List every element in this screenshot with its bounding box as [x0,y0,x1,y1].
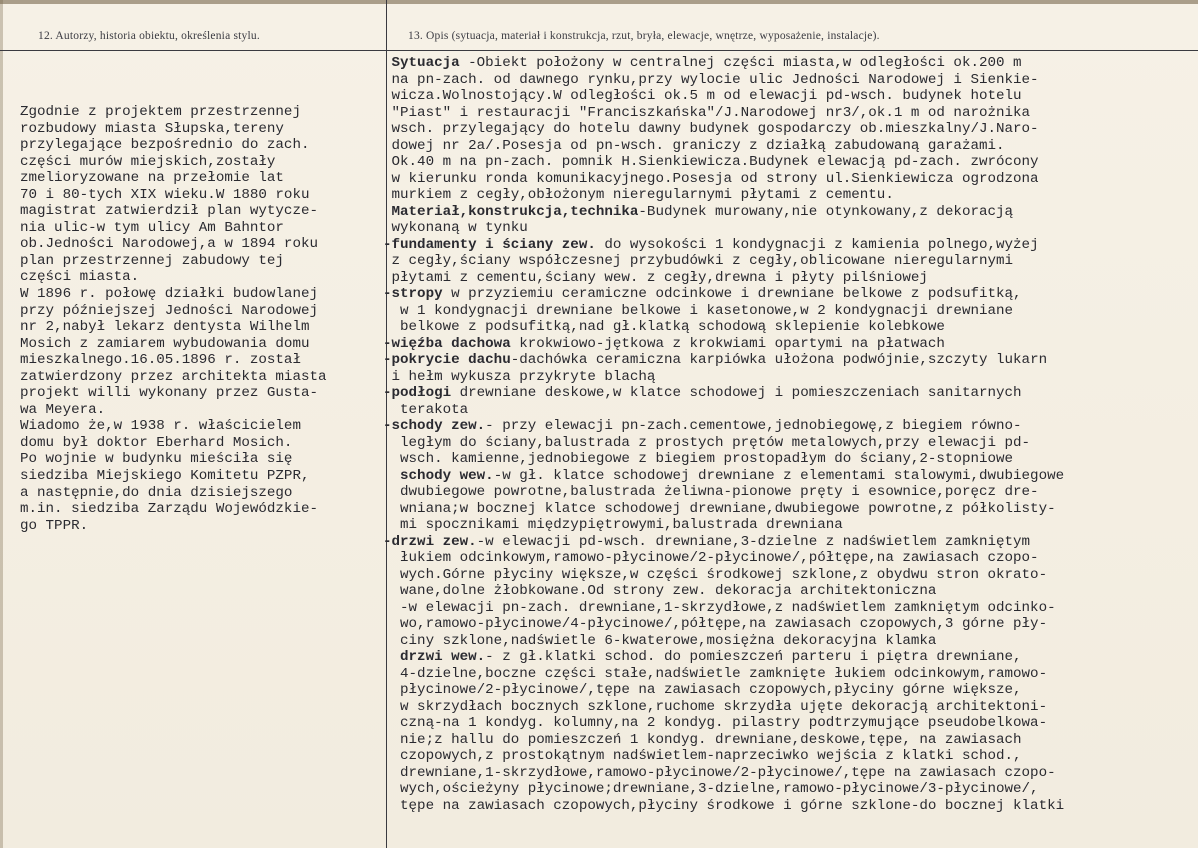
section-13-heading: 13. Opis (sytuacja, materiał i konstrukcja, rzut, bryła, elewacje, wnętrze, wyposażenie, instalacje). [408,30,880,42]
description-text-line [383,534,1198,551]
history-text-line: części miasta. [20,269,140,286]
description-text: wicza.Wolnostojący.W odległości ok.5 m od elewacji pd-wsch. budynek hotelu [383,88,1022,104]
section-lead-term: Materiał,konstrukcja,technika [383,203,639,220]
description-text-line [383,451,1198,468]
description-text-line [383,402,1198,419]
description-text: -Budynek murowany,nie otynkowany,z dekoracją [638,203,1014,220]
description-text-line [383,699,1198,716]
history-text-line: części murów miejskich,zostały [20,153,276,170]
description-text: tępe na zawiasach czopowych,płyciny środkowe i górne szklone-do bocznej klatki [383,797,1065,814]
description-text-line [383,418,1198,435]
description-text-line [383,649,1198,666]
description-text: belkowe z podsufitką,nad gł.klatką schodową sklepienie kolebkowe [383,319,945,335]
description-text: murkiem z cegły,obłożonym nieregularnymi płytami z cementu. [383,187,894,203]
description-text: Ok.40 m na pn-zach. pomnik H.Sienkiewicza.Budynek elewacją pd-zach. zwrócony [383,154,1039,170]
description-text-line [383,253,1198,270]
description-text: -w gł. klatce schodowej drewniane z elementami stalowymi,dwubiegowe [493,467,1065,484]
description-text-line [383,171,1198,188]
history-text-line: siedziba Miejskiego Komitetu PZPR, [20,468,310,485]
description-text-line [383,484,1198,501]
section-lead-term: -schody zew. [383,418,486,434]
description-text-line [383,798,1198,815]
description-text: wane,dolne żłobkowane.Od strony zew. dekoracja architektoniczna [383,583,937,599]
history-text-line: przylegające bezpośrednio do zach. [20,137,310,154]
description-text-line [383,468,1198,485]
description-text: w kierunku ronda komunikacyjnego.Posesja od strony ul.Sienkiewicza ogrodzona [383,170,1039,187]
description-text: czną-na 1 kondyg. kolumny,na 2 kondyg. pilastry podtrzymujące pseudobelkowa- [383,715,1048,731]
description-text-line [383,55,1198,72]
description-text-line [383,732,1198,749]
description-text-line [383,583,1198,600]
description-text: w przyziemiu ceramiczne odcinkowe i drewniane belkowe z podsufitką, [442,286,1022,302]
history-text-line: projekt willi wykonany przez Gusta- [20,385,318,402]
description-text-line [383,72,1198,89]
description-text: nie;z hallu do pomieszczeń 1 kondyg. drewniane,deskowe,tępe, na zawiasach [383,731,1022,748]
description-text: mi spocznikami międzypiętrowymi,balustrada drewniana [383,517,843,533]
description-text-line [383,121,1198,138]
description-text: wych.Górne płyciny większe,w części środkowej szklone,z obydwu stron okrato- [383,566,1048,583]
description-text-line [383,666,1198,683]
description-text: wniana;w bocznej klatce schodowej drewniane,dwubiegowe powrotne,z półkolisty- [383,500,1056,517]
description-text: z cegły,ściany współczesnej przybudówki z cegły,oblicowane nieregularnymi [383,253,1014,269]
description-text-line [383,303,1198,320]
section-lead-term: -fundamenty i ściany zew. [383,236,596,253]
description-text-line [383,385,1198,402]
history-text-line: magistrat zatwierdził plan wytycze- [20,203,318,220]
history-text-line: Po wojnie w budynku mieściła się [20,451,293,468]
history-text-column [20,104,382,534]
history-text-line: plan przestrzennej zabudowy tej [20,252,284,269]
description-text: terakota [383,401,469,418]
section-lead-term: -drzwi zew. [383,533,477,550]
description-text: wych,ościeżyny płycinowe;drewniane,3-dzielne,ramowo-płycinowe/3-płycinowe/, [383,781,1039,797]
description-text: do wysokości 1 kondygnacji z kamienia polnego,wyżej [595,236,1039,253]
description-text-line [383,600,1198,617]
description-text-line [383,336,1198,353]
description-text-line [383,682,1198,699]
description-text-line [383,748,1198,765]
description-text: - z gł.klatki schod. do pomieszczeń parteru i piętra drewniane, [485,649,1022,665]
description-text: drewniane deskowe,w klatce schodowej i pomieszczeniach sanitarnych [451,385,1022,401]
history-text-line: W 1896 r. połowę działki budowlanej [20,286,318,303]
description-text-line [383,616,1198,633]
description-text: dwubiegowe powrotne,balustrada żeliwna-pionowe pręty i esownice,poręcz dre- [383,484,1039,500]
description-text-line [383,286,1198,303]
history-text-line: go TPPR. [20,517,89,534]
description-text-line [383,352,1198,369]
history-text-line: mieszkalnego.16.05.1896 r. został [20,352,301,369]
description-text: wsch. kamienne,jednobiegowe z biegiem prostopadłym do ściany,2-stopniowe [383,451,1014,467]
history-text-line: Mosich z zamiarem wybudowania domu [20,335,310,352]
description-text: i hełm wykusza przykryte blachą [383,368,656,385]
description-text: płytami z cementu,ściany wew. z cegły,drewna i płyty pilśniowej [383,269,928,286]
history-text-line: ob.Jedności Narodowej,a w 1894 roku [20,236,318,253]
description-text: - przy elewacji pn-zach.cementowe,jednobiegowę,z biegiem równo- [485,418,1022,434]
description-text-line [383,105,1198,122]
description-text: wsch. przylegający do hotelu dawny budynek gospodarczy ob.mieszkalny/J.Naro- [383,121,1039,137]
description-text-line [383,220,1198,237]
history-text-line: Wiadomo że,w 1938 r. właścicielem [20,418,301,435]
description-text: ległym do ściany,balustrada z prostych prętów metalowych,przy elewacji pd- [383,434,1031,451]
description-text: -dachówka ceramiczna karpiówka ułożona podwójnie,szczyty lukarn [510,352,1048,368]
section-lead-term: drzwi wew. [383,649,486,665]
description-text: -Obiekt położony w centralnej części miasta,w odległości ok.200 m [468,55,1022,71]
history-text-line: Zgodnie z projektem przestrzennej [20,104,301,120]
history-text-line: wa Meyera. [20,401,106,418]
description-text: dowej nr 2a/.Posesja od pn-wsch. graniczy z działką zabudowaną garażami. [383,137,1005,154]
description-text: płycinowe/2-płycinowe/,tępe na zawiasach czopowych,płyciny górne większe, [383,682,1022,698]
description-text-line [383,435,1198,452]
description-text: -w elewacji pd-wsch. drewniane,3-dzielne z nadświetlem zamkniętym [476,533,1031,550]
description-text-line [383,781,1198,798]
description-text-line [383,633,1198,650]
section-lead-term: schody wew. [383,467,494,484]
description-text-column [383,55,1198,814]
description-text-line [383,517,1198,534]
description-text-line [383,715,1198,732]
history-text-line: 70 i 80-tych XIX wieku.W 1880 roku [20,186,310,203]
section-lead-term: -podłogi [383,385,452,401]
description-text: 4-dzielne,boczne części stałe,nadświetle zamknięte łukiem odcinkowym,ramowo- [383,665,1048,682]
history-text-line: nr 2,nabył lekarz dentysta Wilhelm [20,319,310,336]
description-text: drewniane,1-skrzydłowe,ramowo-płycinowe/2-płycinowe/,tępe na zawiasach czopo- [383,764,1056,781]
description-text: w 1 kondygnacji drewniane belkowe i kasetonowe,w 2 kondygnacji drewniane [383,302,1014,319]
history-text-line: zatwierdzony przez architekta miasta [20,368,327,385]
section-lead-term: -pokrycie dachu [383,352,511,368]
description-text: -w elewacji pn-zach. drewniane,1-skrzydłowe,z nadświetlem zamkniętym odcinko- [383,599,1056,616]
description-text-line [383,550,1198,567]
section-lead-term: -stropy [383,286,443,302]
description-text-line [383,369,1198,386]
description-text-line [383,501,1198,518]
history-text-line: przy późniejszej Jedności Narodowej [20,302,318,319]
history-text-line: a następnie,do dnia dzisiejszego [20,484,293,501]
description-text: krokwiowo-jętkowa z krokwiami opartymi na płatwach [510,335,945,352]
description-text: ciny szklone,nadświetle 6-kwaterowe,mosiężna dekoracyjna klamka [383,632,937,649]
description-text: wykonaną w tynku [383,220,528,236]
paper-left-edge [0,0,3,848]
description-text-line [383,270,1198,287]
description-text: wo,ramowo-płycinowe/4-płycinowe/,półtępe,na zawiasach czopowych,3 górne pły- [383,616,1048,632]
history-text-line: zmelioryzowane na przełomie lat [20,170,284,187]
header-rule [0,50,1198,51]
description-text-line [383,765,1198,782]
history-text-line: nia ulic-w tym ulicy Am Bahntor [20,219,284,236]
description-text-line [383,138,1198,155]
description-text-line [383,88,1198,105]
history-text-line: rozbudowy miasta Słupska,tereny [20,120,284,137]
description-text-line [383,154,1198,171]
section-lead-term: -więźba dachowa [383,335,511,352]
description-text: na pn-zach. od dawnego rynku,przy wylocie ulic Jedności Narodowej i Sienkie- [383,71,1039,88]
description-text-line [383,567,1198,584]
description-text-line [383,204,1198,221]
description-text-line [383,187,1198,204]
description-text: łukiem odcinkowym,ramowo-płycinowe/2-płycinowe/,półtępe,na zawiasach czopo- [383,550,1039,566]
description-text: w skrzydłach bocznych szklone,ruchome skrzydła ujęte dekoracją architektoni- [383,698,1048,715]
description-text: czopowych,z prostokątnym nadświetlem-naprzeciwko wejścia z klatki schod., [383,748,1022,764]
paper-top-edge [0,0,1198,4]
description-text: "Piast" i restauracji "Franciszkańska"/J.Narodowej nr3/,ok.1 m od narożnika [383,104,1031,121]
section-lead-term: Sytuacja [383,55,469,71]
history-text-line: m.in. siedziba Zarządu Wojewódzkie- [20,501,318,518]
section-12-heading: 12. Autorzy, historia obiektu, określenia stylu. [38,30,260,42]
history-text-line: domu był doktor Eberhard Mosich. [20,434,293,451]
description-text-line [383,319,1198,336]
description-text-line [383,237,1198,254]
